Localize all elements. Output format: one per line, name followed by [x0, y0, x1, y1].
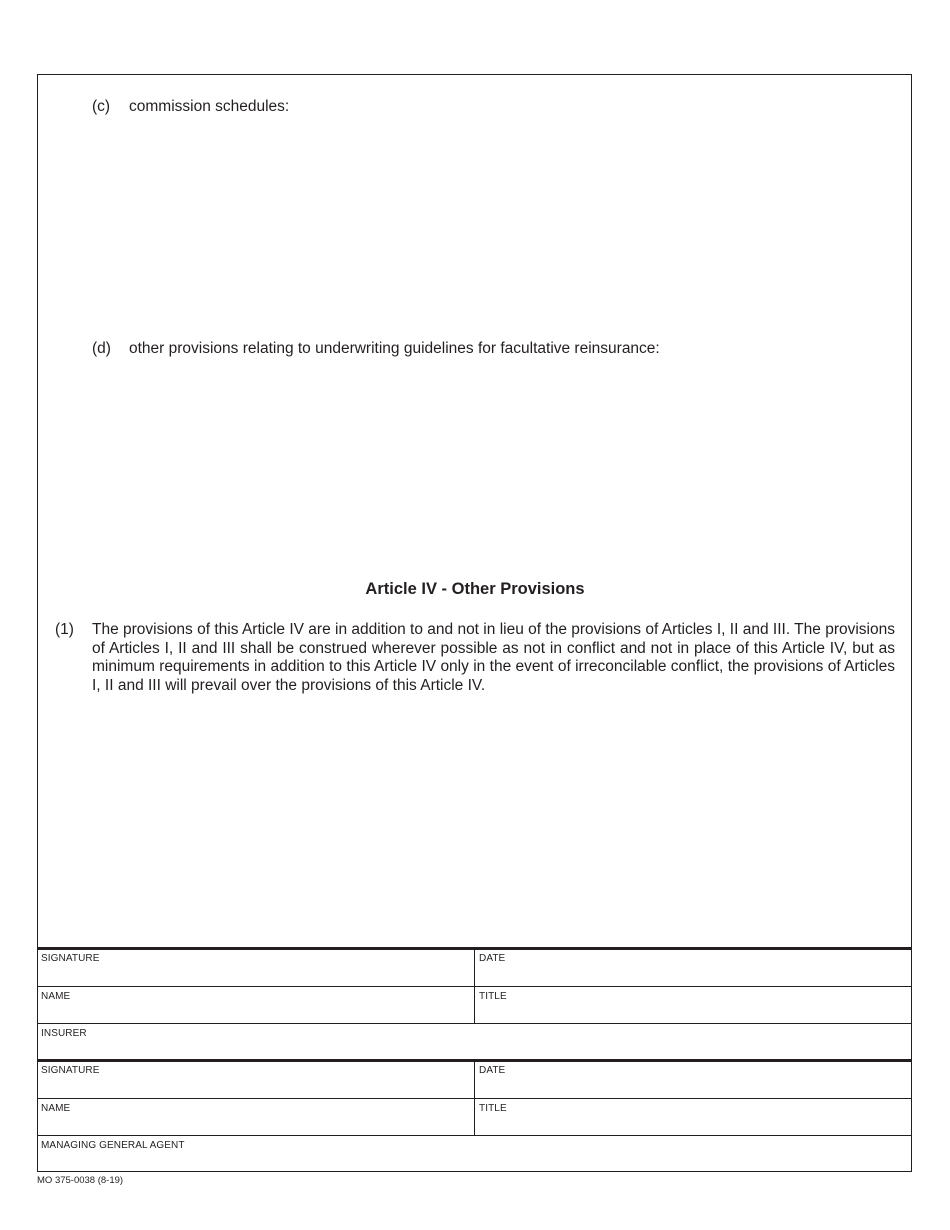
mga-date-field[interactable]	[475, 1061, 912, 1098]
item-c-text: commission schedules:	[129, 98, 290, 115]
mga-name-label: NAME	[41, 1103, 71, 1114]
insurer-signature-label: SIGNATURE	[41, 953, 100, 964]
insurer-date-field[interactable]	[475, 949, 912, 986]
item-d-marker: (d)	[92, 340, 111, 357]
form-number: MO 375-0038 (8-19)	[37, 1175, 124, 1186]
insurer-title-field[interactable]	[475, 987, 912, 1023]
mga-name-field[interactable]	[37, 1099, 474, 1135]
insurer-entity-label: INSURER	[41, 1028, 87, 1039]
mga-entity-label: MANAGING GENERAL AGENT	[41, 1140, 185, 1151]
provision-1-marker: (1)	[55, 621, 74, 638]
insurer-name-label: NAME	[41, 991, 71, 1002]
mga-entity-field[interactable]	[37, 1136, 912, 1172]
insurer-entity-field[interactable]	[37, 1024, 912, 1059]
article-title: Article IV - Other Provisions	[365, 580, 585, 598]
mga-title-label: TITLE	[479, 1103, 507, 1114]
item-c-marker: (c)	[92, 98, 111, 115]
insurer-signature-field[interactable]	[37, 949, 474, 986]
item-d-text: other provisions relating to underwriting guidelines for facultative reinsurance:	[129, 340, 660, 357]
mga-signature-field[interactable]	[37, 1061, 474, 1098]
mga-title-field[interactable]	[475, 1099, 912, 1135]
insurer-date-label: DATE	[479, 953, 506, 964]
provision-1-text: The provisions of this Article IV are in addition to and not in lieu of the provisions of Articles I, II and III. The provisions of Articles I, II and III shall be construed wherever possible as not in conflict and not in place of this Article IV, but as minimum requirements in addition to this Article IV only in the event of irreconcilable conflict, the provisions of Articles I, II and III will prevail over the provisions of this Article IV.	[92, 621, 895, 694]
mga-signature-label: SIGNATURE	[41, 1065, 100, 1076]
insurer-title-label: TITLE	[479, 991, 507, 1002]
insurer-name-field[interactable]	[37, 987, 474, 1023]
mga-date-label: DATE	[479, 1065, 506, 1076]
